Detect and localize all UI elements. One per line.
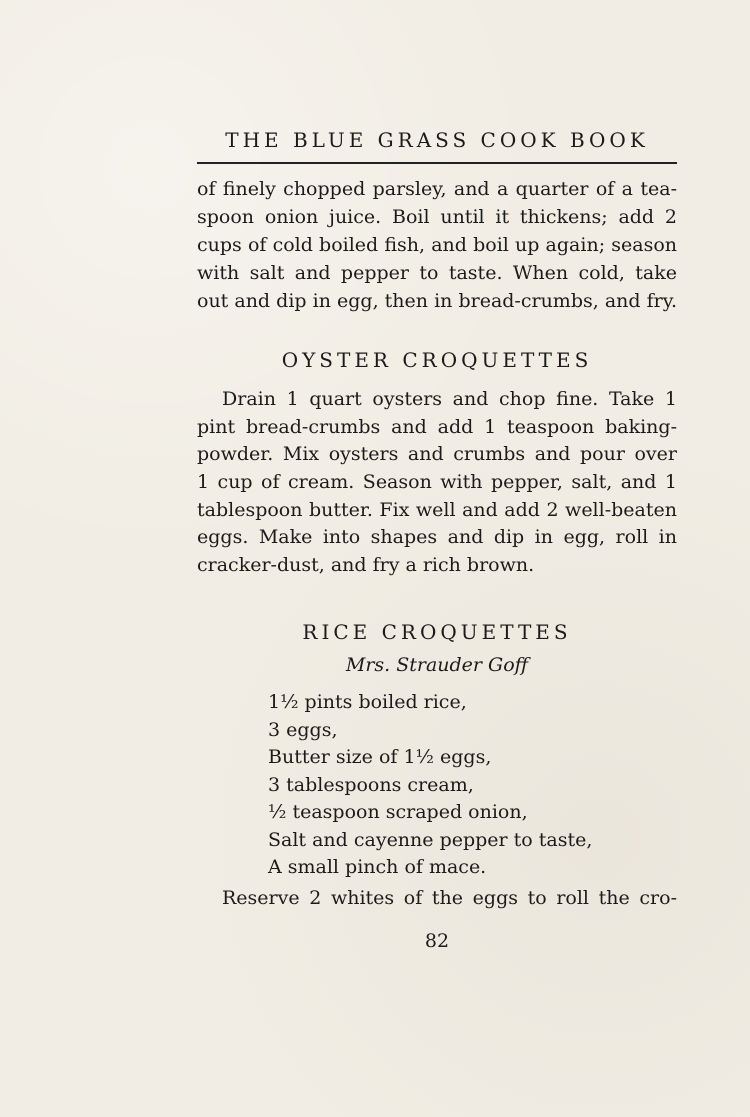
ingredient-5: ½ teaspoon scraped onion, xyxy=(268,801,528,823)
rice-closing-line: Reserve 2 whites of the eggs to roll the cro- xyxy=(222,887,677,909)
rice-croquettes-title: RICE CROQUETTES xyxy=(302,620,572,644)
header-rule xyxy=(197,162,677,164)
intro-line-1: of finely chopped parsley, and a quarter of a tea- xyxy=(197,178,677,200)
ingredient-6: Salt and cayenne pepper to taste, xyxy=(268,829,593,851)
oyster-line-5: tablespoon butter. Fix well and add 2 well-beaten xyxy=(197,499,677,521)
running-head: THE BLUE GRASS COOK BOOK xyxy=(225,128,649,152)
recipe-author: Mrs. Strauder Goff xyxy=(345,654,529,676)
page-number: 82 xyxy=(424,930,450,952)
oyster-line-2: pint bread-crumbs and add 1 teaspoon baking- xyxy=(197,416,677,438)
ingredient-3: Butter size of 1½ eggs, xyxy=(268,746,492,768)
intro-line-2: spoon onion juice. Boil until it thickens; add 2 xyxy=(197,206,677,228)
oyster-line-1: Drain 1 quart oysters and chop fine. Take 1 xyxy=(222,388,677,410)
ingredient-4: 3 tablespoons cream, xyxy=(268,774,474,796)
oyster-line-3: powder. Mix oysters and crumbs and pour over xyxy=(197,443,677,465)
ingredient-7: A small pinch of mace. xyxy=(268,856,487,878)
ingredient-2: 3 eggs, xyxy=(268,719,338,741)
oyster-line-4: 1 cup of cream. Season with pepper, salt, and 1 xyxy=(197,471,677,493)
intro-line-5: out and dip in egg, then in bread-crumbs, and fry. xyxy=(197,290,677,312)
intro-line-4: with salt and pepper to taste. When cold, take xyxy=(197,262,677,284)
oyster-line-6: eggs. Make into shapes and dip in egg, roll in xyxy=(197,526,677,548)
oyster-line-7: cracker-dust, and fry a rich brown. xyxy=(197,554,535,576)
intro-line-3: cups of cold boiled fish, and boil up again; season xyxy=(197,234,677,256)
ingredient-1: 1½ pints boiled rice, xyxy=(268,691,467,713)
oyster-croquettes-title: OYSTER CROQUETTES xyxy=(281,348,593,372)
